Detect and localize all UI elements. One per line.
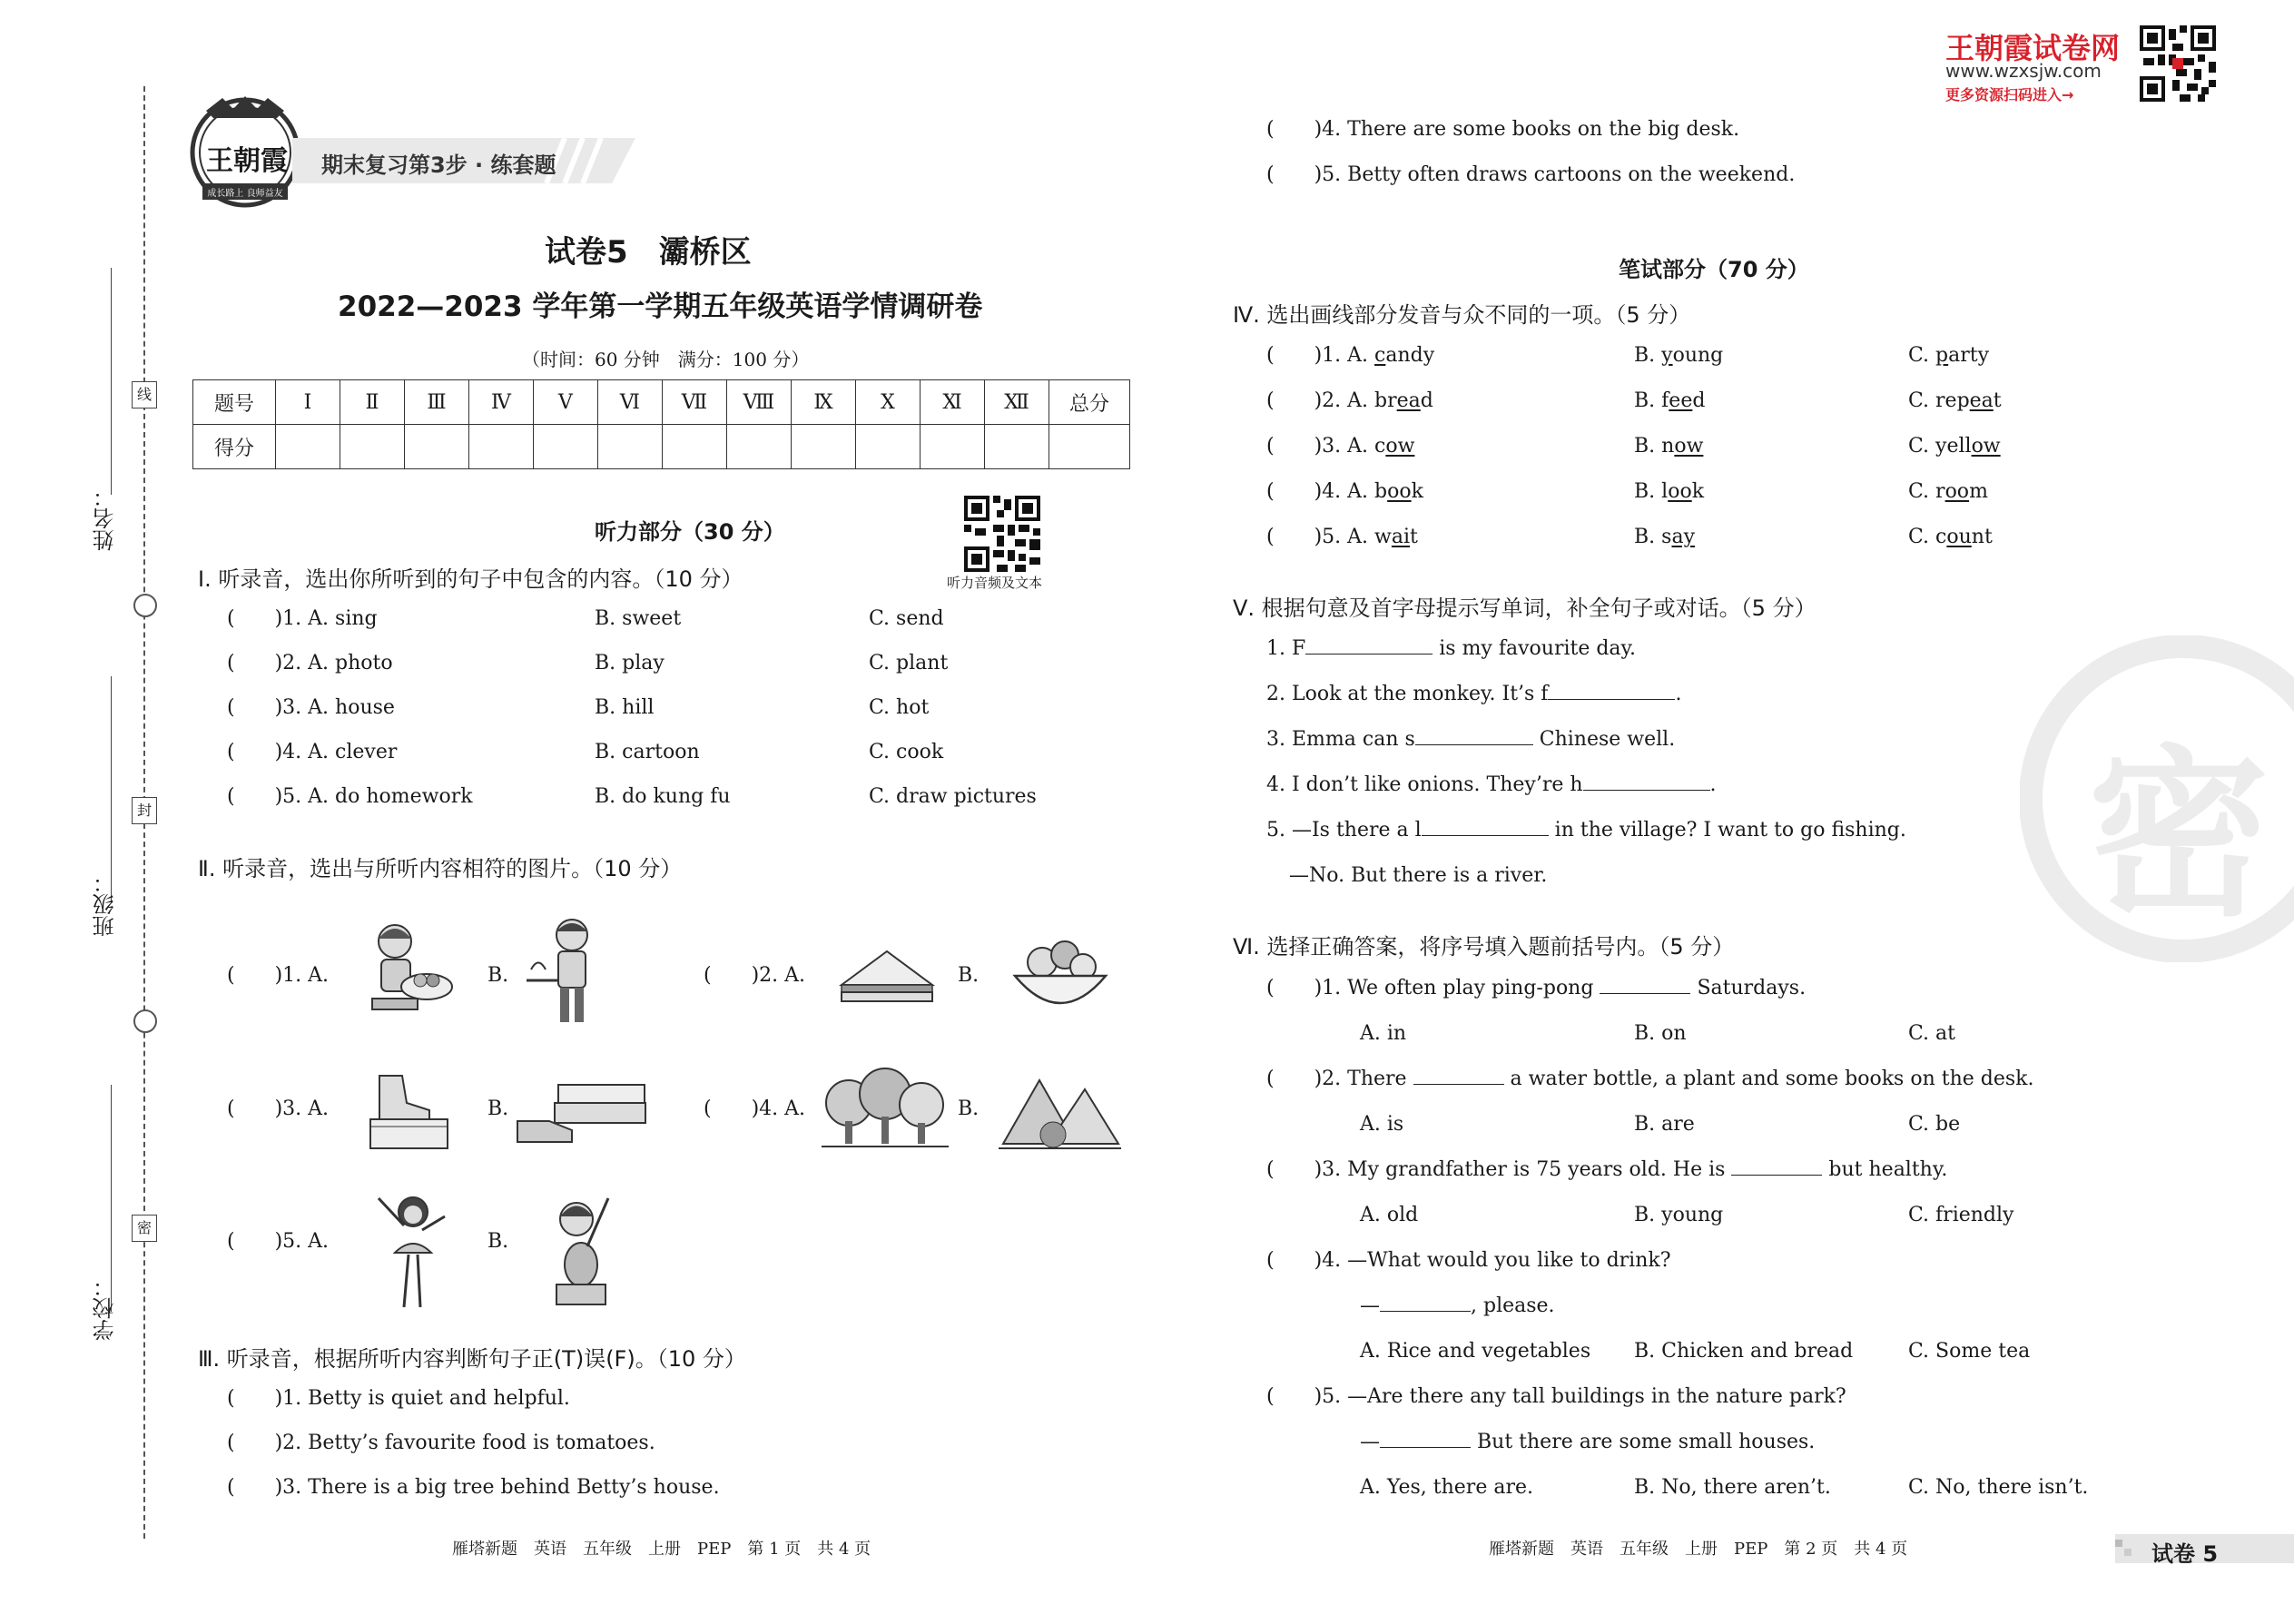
- option-b: B. are: [1634, 1113, 1695, 1136]
- answer-bracket[interactable]: ( ): [1266, 526, 1323, 548]
- option-c: C. count: [1908, 526, 1993, 548]
- answer-bracket[interactable]: ( ): [227, 785, 283, 808]
- banner: [292, 138, 635, 183]
- answer-bracket[interactable]: ( ): [1266, 389, 1323, 412]
- answer-bracket[interactable]: ( ): [227, 1476, 283, 1499]
- question-row: ( )5. —Are there any tall buildings in the nature park?: [1266, 1385, 1846, 1408]
- score-cell[interactable]: [985, 425, 1049, 469]
- question-row: ( )1. A. candy: [1266, 344, 1435, 367]
- picture-mountains: [999, 1067, 1121, 1161]
- score-col-label: Ⅷ: [727, 380, 792, 425]
- option-a: A. Yes, there are.: [1360, 1476, 1533, 1499]
- option-b: B. sweet: [595, 607, 682, 630]
- picture-question: ( )1. A.: [227, 964, 330, 987]
- option-a: A. is: [1360, 1113, 1404, 1136]
- score-col-label: Ⅵ: [598, 380, 663, 425]
- answer-bracket[interactable]: ( ): [227, 964, 283, 987]
- answer-blank[interactable]: [1548, 681, 1675, 700]
- score-col-label: Ⅴ: [534, 380, 598, 425]
- answer-bracket[interactable]: ( ): [1266, 977, 1323, 999]
- question-row: ( )3. My grandfather is 75 years old. He is but healthy.: [1266, 1158, 1948, 1181]
- section-4-heading: Ⅳ. 选出画线部分发音与众不同的一项。（5 分）: [1233, 302, 1691, 328]
- section-3-heading: Ⅲ. 听录音，根据所听内容判断句子正(T)误(F)。（10 分）: [198, 1346, 746, 1372]
- site-hint: 更多资源扫码进入→: [1945, 86, 2074, 103]
- site-url[interactable]: www.wzxsjw.com: [1945, 60, 2102, 82]
- answer-bracket[interactable]: ( ): [1266, 344, 1323, 367]
- answer-bracket[interactable]: ( ): [1266, 163, 1323, 186]
- question-row: ( )3. There is a big tree behind Betty’s house.: [227, 1476, 720, 1499]
- site-qr-code[interactable]: [2140, 25, 2216, 102]
- score-cell[interactable]: [663, 425, 727, 469]
- option-c: C. cook: [869, 741, 944, 763]
- score-cell[interactable]: [856, 425, 921, 469]
- question-row: ( )2. A. bread: [1266, 389, 1433, 412]
- answer-bracket[interactable]: ( ): [704, 964, 760, 987]
- answer-blank[interactable]: [1380, 1293, 1471, 1312]
- option-c: C. Some tea: [1908, 1340, 2031, 1363]
- answer-blank[interactable]: [1583, 772, 1710, 791]
- option-b-label: B.: [487, 1097, 509, 1120]
- answer-bracket[interactable]: ( ): [227, 1230, 283, 1253]
- score-col-label: Ⅺ: [921, 380, 985, 425]
- question-row: ( )1. A. sing: [227, 607, 378, 630]
- score-col-label: Ⅲ: [405, 380, 469, 425]
- dialogue-line: —No. But there is a river.: [1289, 864, 1548, 887]
- picture-girl-pipa: [540, 1194, 622, 1315]
- dialogue-line: — But there are some small houses.: [1360, 1431, 1816, 1453]
- logo-text: 王朝霞: [206, 145, 288, 177]
- picture-ballet-girl: [368, 1189, 449, 1320]
- option-a: A. Rice and vegetables: [1360, 1340, 1591, 1363]
- section-6-heading: Ⅵ. 选择正确答案，将序号填入题前括号内。（5 分）: [1233, 934, 1735, 960]
- school-label: 学校：: [93, 1275, 118, 1341]
- score-cell[interactable]: [1049, 425, 1130, 469]
- answer-bracket[interactable]: ( ): [227, 1432, 283, 1454]
- answer-bracket[interactable]: ( ): [227, 696, 283, 719]
- fill-blank-row: 4. I don’t like onions. They’re h .: [1266, 773, 1717, 796]
- fill-blank-row: 3. Emma can s Chinese well.: [1266, 728, 1676, 751]
- picture-question: ( )4. A.: [704, 1097, 806, 1120]
- option-c: C. draw pictures: [869, 785, 1037, 808]
- question-row: ( )5. A. do homework: [227, 785, 473, 808]
- option-b: B. on: [1634, 1022, 1687, 1045]
- score-cell[interactable]: [792, 425, 856, 469]
- binding-hole: [133, 1009, 157, 1033]
- option-b: B. do kung fu: [595, 785, 731, 808]
- watermark-seal: [2020, 635, 2294, 962]
- answer-bracket[interactable]: ( ): [704, 1097, 760, 1120]
- score-cell[interactable]: [405, 425, 469, 469]
- score-cell[interactable]: [340, 425, 405, 469]
- answer-bracket[interactable]: ( ): [1266, 480, 1323, 503]
- score-cell[interactable]: [727, 425, 792, 469]
- score-col-label: Ⅹ: [856, 380, 921, 425]
- option-b-label: B.: [487, 964, 509, 987]
- qr-caption: 听力音频及文本: [947, 575, 1043, 591]
- picture-question: ( )2. A.: [704, 964, 806, 987]
- section-1-heading: Ⅰ. 听录音，选出你所听到的句子中包含的内容。（10 分）: [198, 566, 743, 592]
- listening-title: 听力部分（30 分）: [595, 519, 785, 545]
- score-col-label: Ⅸ: [792, 380, 856, 425]
- footer-right: 雁塔新题 英语 五年级 上册 PEP 第 2 页 共 4 页: [1489, 1540, 1908, 1559]
- answer-bracket[interactable]: ( ): [1266, 1249, 1323, 1272]
- option-b: B. say: [1634, 526, 1695, 548]
- section-2-heading: Ⅱ. 听录音，选出与所听内容相符的图片。（10 分）: [198, 856, 683, 881]
- option-c: C. at: [1908, 1022, 1955, 1045]
- option-c: C. be: [1908, 1113, 1961, 1136]
- score-cell[interactable]: [469, 425, 534, 469]
- option-b: B. cartoon: [595, 741, 700, 763]
- picture-question: ( )3. A.: [227, 1097, 330, 1120]
- option-b: B. hill: [595, 696, 655, 719]
- answer-blank[interactable]: [1731, 1156, 1822, 1176]
- answer-bracket[interactable]: ( ): [227, 1097, 283, 1120]
- score-cell[interactable]: [598, 425, 663, 469]
- question-row: ( )1. We often play ping-pong Saturdays.: [1266, 977, 1807, 999]
- time-info: （时间：60 分钟 满分：100 分）: [522, 349, 810, 370]
- picture-shoes-books: [513, 1080, 649, 1152]
- paper-title: 试卷5 灞桥区: [545, 234, 752, 271]
- answer-blank[interactable]: [1413, 1066, 1504, 1085]
- question-row: ( )3. A. cow: [1266, 435, 1415, 458]
- option-b: B. play: [595, 652, 665, 674]
- score-col-label: Ⅻ: [985, 380, 1049, 425]
- qr-code[interactable]: [964, 496, 1040, 572]
- option-b: B. look: [1634, 480, 1705, 503]
- option-c: C. plant: [869, 652, 949, 674]
- brand-logo: [186, 91, 304, 209]
- answer-blank[interactable]: [1422, 817, 1549, 836]
- score-col-label: Ⅱ: [340, 380, 405, 425]
- option-b: B. young: [1634, 344, 1724, 367]
- option-c: C. friendly: [1908, 1204, 2014, 1226]
- score-header-cell: 题号: [193, 380, 276, 425]
- dialogue-line: — , please.: [1360, 1294, 1555, 1317]
- score-cell[interactable]: [534, 425, 598, 469]
- score-col-label: Ⅶ: [663, 380, 727, 425]
- exam-title: 2022—2023 学年第一学期五年级英语学情调研卷: [338, 290, 983, 323]
- name-label: 姓名：: [93, 486, 118, 551]
- picture-sandwich: [837, 944, 937, 1011]
- answer-blank[interactable]: [1305, 635, 1433, 655]
- score-col-label: Ⅰ: [276, 380, 340, 425]
- score-col-label: Ⅳ: [469, 380, 534, 425]
- answer-bracket[interactable]: ( ): [227, 607, 283, 630]
- name-write-line: [111, 268, 112, 495]
- picture-fruit-bowl: [1006, 926, 1115, 1025]
- answer-blank[interactable]: [1415, 726, 1533, 745]
- picture-forest: [822, 1067, 949, 1156]
- banner-text: 期末复习第3步 · 练套题: [321, 153, 556, 178]
- score-col-label: 总分: [1049, 380, 1130, 425]
- question-row: ( )3. A. house: [227, 696, 395, 719]
- seal-secret-box: 密: [132, 1215, 157, 1242]
- seal-seal-box: 封: [132, 797, 157, 824]
- score-table: [192, 379, 1130, 469]
- section-5-heading: Ⅴ. 根据句意及首字母提示写单词，补全句子或对话。（5 分）: [1233, 595, 1816, 621]
- option-c: C. party: [1908, 344, 1990, 367]
- option-c: C. hot: [869, 696, 930, 719]
- answer-bracket[interactable]: ( ): [227, 741, 283, 763]
- fill-blank-row: 5. —Is there a l in the village? I want to go fishing.: [1266, 819, 1906, 842]
- answer-blank[interactable]: [1380, 1429, 1471, 1448]
- seal-line-box: 线: [132, 381, 157, 408]
- answer-bracket[interactable]: ( ): [1266, 435, 1323, 458]
- site-brand: 王朝霞试卷网: [1945, 31, 2121, 65]
- paper-tag: [2115, 1534, 2294, 1567]
- question-row: ( )4. —What would you like to drink?: [1266, 1249, 1671, 1272]
- option-c: C. send: [869, 607, 944, 630]
- option-a: A. in: [1360, 1022, 1407, 1045]
- footer-left: 雁塔新题 英语 五年级 上册 PEP 第 1 页 共 4 页: [452, 1540, 871, 1559]
- answer-bracket[interactable]: ( ): [1266, 118, 1323, 141]
- score-cell[interactable]: [276, 425, 340, 469]
- option-b-label: B.: [958, 1097, 980, 1120]
- fill-blank-row: 2. Look at the monkey. It’s f .: [1266, 683, 1682, 705]
- option-c: C. No, there isn’t.: [1908, 1476, 2089, 1499]
- question-row: ( )1. Betty is quiet and helpful.: [227, 1387, 570, 1410]
- question-row: ( )2. There a water bottle, a plant and some books on the desk.: [1266, 1068, 2034, 1090]
- option-b: B. Chicken and bread: [1634, 1340, 1854, 1363]
- answer-bracket[interactable]: ( ): [1266, 1385, 1323, 1408]
- question-row: ( )4. There are some books on the big desk.: [1266, 118, 1740, 141]
- watermark-text: 密: [2088, 730, 2270, 941]
- option-c: C. room: [1908, 480, 1988, 503]
- option-a: A. old: [1360, 1204, 1419, 1226]
- option-b: B. feed: [1634, 389, 1706, 412]
- writing-title: 笔试部分（70 分）: [1619, 257, 1809, 282]
- question-row: ( )5. A. wait: [1266, 526, 1418, 548]
- question-row: ( )4. A. book: [1266, 480, 1423, 503]
- question-row: ( )2. Betty’s favourite food is tomatoes.: [227, 1432, 655, 1454]
- option-c: C. repeat: [1908, 389, 2002, 412]
- question-row: ( )2. A. photo: [227, 652, 393, 674]
- option-b: B. young: [1634, 1204, 1724, 1226]
- score-header-cell: 得分: [193, 425, 276, 469]
- class-write-line: [111, 676, 112, 903]
- option-b: B. now: [1634, 435, 1704, 458]
- question-row: ( )5. Betty often draws cartoons on the weekend.: [1266, 163, 1796, 186]
- answer-bracket[interactable]: ( ): [1266, 1158, 1323, 1181]
- score-cell[interactable]: [921, 425, 985, 469]
- answer-bracket[interactable]: ( ): [227, 652, 283, 674]
- binding-hole: [133, 594, 157, 617]
- logo-motto: 成长路上 良师益友: [207, 189, 283, 199]
- fill-blank-row: 1. F is my favourite day.: [1266, 637, 1637, 660]
- option-b-label: B.: [487, 1230, 509, 1253]
- class-label: 班级：: [93, 871, 118, 937]
- answer-blank[interactable]: [1600, 975, 1690, 994]
- question-row: ( )4. A. clever: [227, 741, 398, 763]
- paper-tag-text: 试卷 5: [2151, 1541, 2219, 1567]
- picture-shoes-box: [361, 1067, 457, 1156]
- option-b-label: B.: [958, 964, 980, 987]
- answer-bracket[interactable]: ( ): [1266, 1068, 1323, 1090]
- picture-boy-fruit: [359, 919, 458, 1031]
- picture-question: ( )5. A.: [227, 1230, 330, 1253]
- answer-bracket[interactable]: ( ): [227, 1387, 283, 1410]
- picture-boy-cooking: [522, 915, 613, 1037]
- option-c: C. yellow: [1908, 435, 2001, 458]
- option-b: B. No, there aren’t.: [1634, 1476, 1831, 1499]
